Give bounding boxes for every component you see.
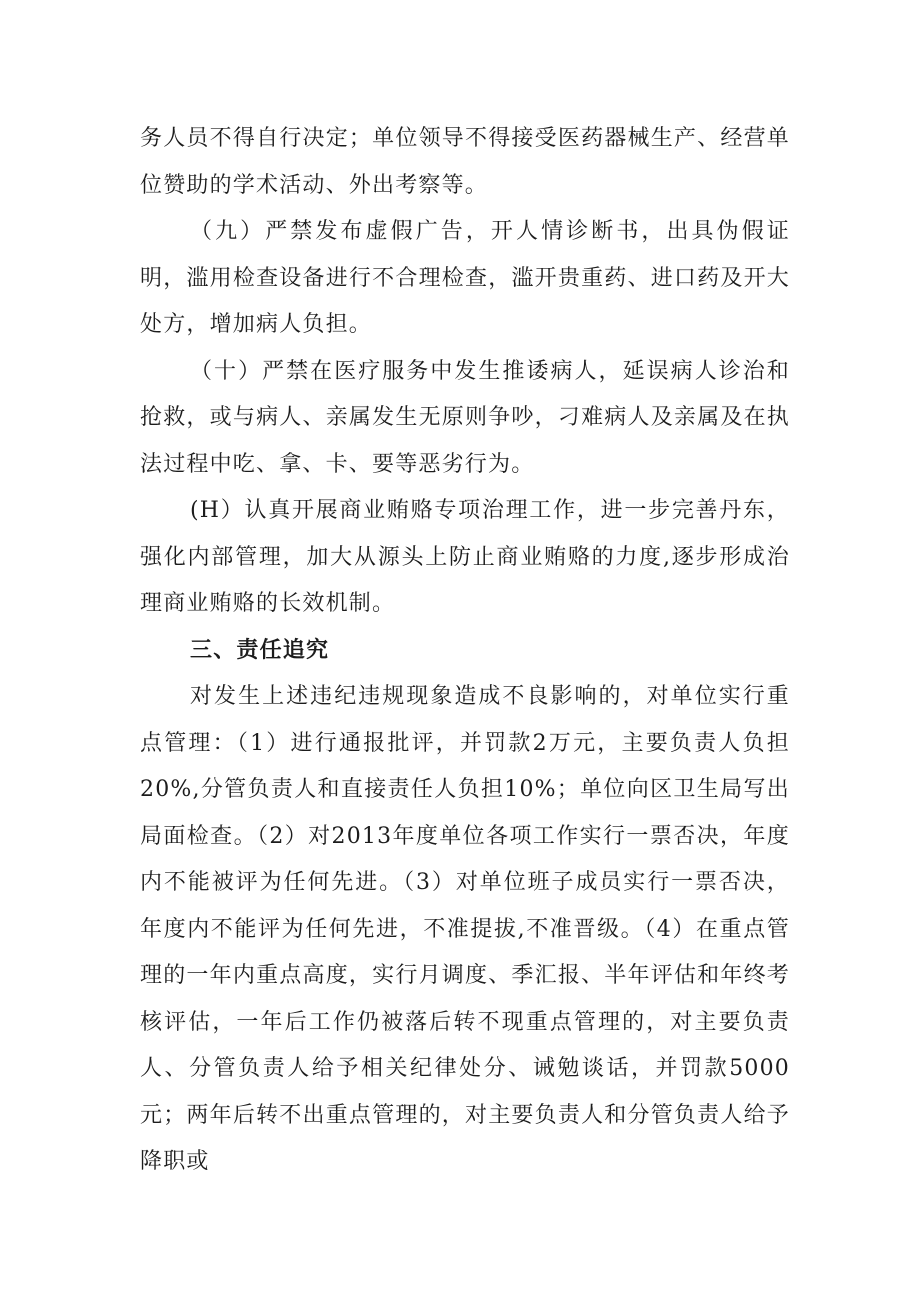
paragraph-item-10: （十）严禁在医疗服务中发生推诿病人，延误病人诊治和抢救，或与病人、亲属发生无原则争吵，刁难病人及亲属及在执法过程中吃、拿、卡、要等恶劣行为。: [140, 358, 790, 477]
section-heading: 三、责任追究: [190, 637, 330, 663]
document-body: [140, 116, 790, 1186]
paragraph-accountability: 对发生上述违纪违规现象造成不良影响的，对单位实行重点管理：（1）进行通报批评，并罚款2万元，主要负责人负担20%,分管负责人和直接责任人负担10%；单位向区卫生局写出局面检查。（2）对2013年度单位各项工作实行一票否决，年度内不能被评为任何先进。（3）对单位班子成员实行一票否决，年度内不能评为任何先进，不准提拔,不准晋级。（4）在重点管理的一年内重点高度，实行月调度、季汇报、半年评估和年终考核评估，一年后工作仍被落后转不现重点管理的，对主要负责人、分管负责人给予相关纪律处分、诫勉谈话，并罚款5000元；两年后转不出重点管理的，对主要负责人和分管负责人给予降职或: [140, 684, 790, 1174]
paragraph-item-h: (H）认真开展商业贿赂专项治理工作，进一步完善丹东，强化内部管理，加大从源头上防止商业贿赂的力度,逐步形成治理商业贿赂的长效机制。: [140, 498, 790, 616]
paragraph-item-9: （九）严禁发布虚假广告，开人情诊断书，出具伪假证明，滥用检查设备进行不合理检查，滥开贵重药、进口药及开大处方，增加病人负担。: [140, 219, 790, 337]
paragraph-continuation: 务人员不得自行决定；单位领导不得接受医药器械生产、经营单位赞助的学术活动、外出考察等。: [140, 126, 790, 198]
